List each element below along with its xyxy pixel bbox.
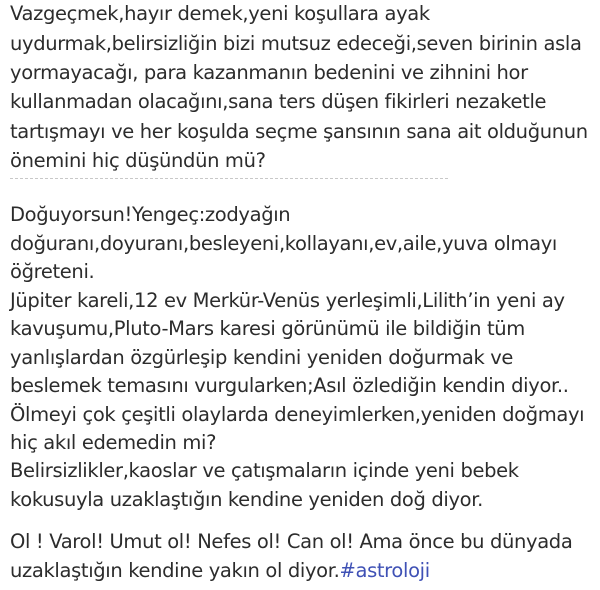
text-line: öğreteni. bbox=[10, 260, 95, 283]
dashed-divider bbox=[10, 178, 448, 179]
text-line: Vazgeçmek,hayır demek,yeni koşullara ayak bbox=[10, 2, 430, 25]
text-line: kokusuyla uzaklaştığın kendine yeniden doğ diyor. bbox=[10, 488, 483, 511]
text-line: doğuranı,doyuranı,besleyeni,kollayanı,ev,aile,yuva olmayı bbox=[10, 232, 557, 255]
text-line-last bbox=[10, 559, 430, 582]
last-line-text: uzaklaştığın kendine yakın ol diyor. bbox=[10, 559, 340, 582]
text-line: yanlışlardan özgürleşip kendini yeniden doğurmak ve bbox=[10, 346, 514, 369]
text-line: hiç akıl edemedin mi? bbox=[10, 431, 217, 454]
text-line: Ölmeyi çok çeşitli olaylarda deneyimlerken,yeniden doğmayı bbox=[10, 403, 585, 426]
text-line: yormayacağı, para kazanmanın bedenini ve zihnini hor bbox=[10, 61, 528, 84]
text-line: tartışmayı ve her koşulda seçme şansının sana ait olduğunun bbox=[10, 120, 588, 143]
text-line: Doğuyorsun!Yengeç:zodyağın bbox=[10, 203, 291, 226]
text-line: uydurmak,belirsizliğin bizi mutsuz edeceği,seven birinin asla bbox=[10, 32, 582, 55]
text-line: Ol ! Varol! Umut ol! Nefes ol! Can ol! Ama önce bu dünyada bbox=[10, 530, 573, 553]
text-line: Belirsizlikler,kaoslar ve çatışmaların içinde yeni bebek bbox=[10, 459, 519, 482]
text-line: Jüpiter kareli,12 ev Merkür-Venüs yerleşimli,Lilith’in yeni ay bbox=[10, 289, 565, 312]
text-line: önemini hiç düşündün mü? bbox=[10, 149, 266, 172]
hashtag-link[interactable]: #astroloji bbox=[339, 559, 430, 582]
text-line: kullanmadan olacağını,sana ters düşen fikirleri nezaketle bbox=[10, 90, 547, 113]
text-line: beslemek temasını vurgularken;Asıl özlediğin kendin diyor.. bbox=[10, 374, 569, 397]
text-line: kavuşumu,Pluto-Mars karesi görünümü ile bildiğin tüm bbox=[10, 317, 525, 340]
